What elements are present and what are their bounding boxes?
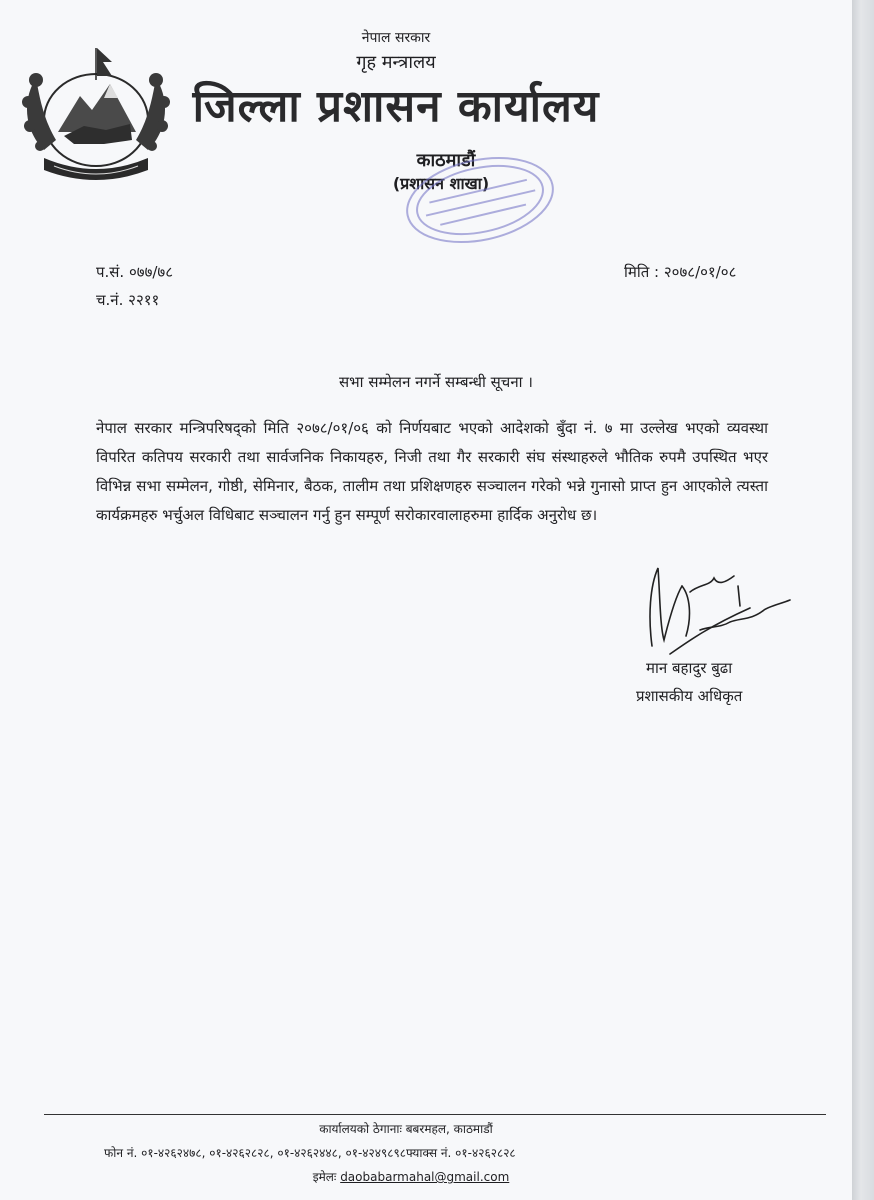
letter-subject: सभा सम्मेलन नगर्ने सम्बन्धी सूचना ।	[338, 373, 533, 391]
handwritten-signature	[630, 556, 810, 666]
signatory-name: मान बहादुर बुढा	[646, 659, 733, 677]
page-edge	[852, 0, 874, 1200]
branch-label: (प्रशासन शाखा)	[392, 174, 490, 193]
footer-email-row	[0, 1168, 852, 1185]
office-title: जिल्ला प्रशासन कार्यालय	[192, 81, 600, 132]
letter-date: मिति : २०७८/०१/०८	[624, 263, 737, 281]
government-label: नेपाल सरकार	[361, 30, 431, 46]
dispatch-number: च.नं. २२११	[96, 291, 160, 309]
footer-phones: फोन नं. ०१-४२६२४७८, ०१-४२६२८२८, ०१-४२६२४४८, ०१-४२४९८९८फ्याक्स नं. ०१-४२६२८२८	[104, 1146, 516, 1160]
letter-body: नेपाल सरकार मन्त्रिपरिषद्को मिति २०७८/०१/०६ को निर्णयबाट भएको आदेशको बुँदा नं. ७ मा उल्लेख भएको व्यवस्था विपरित कतिपय सरकारी तथा सार्वजनिक निकायहरु, निजी तथा गैर सरकारी संघ संस्थाहरुले भौतिक रुपमै उपस्थित भएर विभिन्न सभा सम्मेलन, गोष्ठी, सेमिनार, बैठक, तालीम तथा प्रशिक्षणहरु सञ्चालन गरेको भन्ने गुनासो प्राप्त हुन आएकोले त्यस्ता कार्यक्रमहरु भर्चुअल विधिबाट सञ्चालन गर्नु हुन सम्पूर्ण सरोकारवालाहरुमा हार्दिक अनुरोध छ।	[96, 419, 768, 524]
reference-number: प.सं. ०७७/७८	[96, 263, 174, 281]
footer-divider	[44, 1114, 826, 1115]
email-label: इमेलः	[312, 1170, 337, 1184]
city-label: काठमाडौं	[416, 150, 476, 171]
office-stamp-icon	[400, 150, 560, 250]
signatory-title: प्रशासकीय अधिकृत	[636, 687, 743, 705]
footer-address: कार्यालयको ठेगानाः बबरमहल, काठमाडौं	[319, 1122, 493, 1136]
ministry-label: गृह मन्त्रालय	[356, 52, 436, 73]
email-link[interactable]: daobabarmahal@gmail.com	[340, 1170, 510, 1184]
